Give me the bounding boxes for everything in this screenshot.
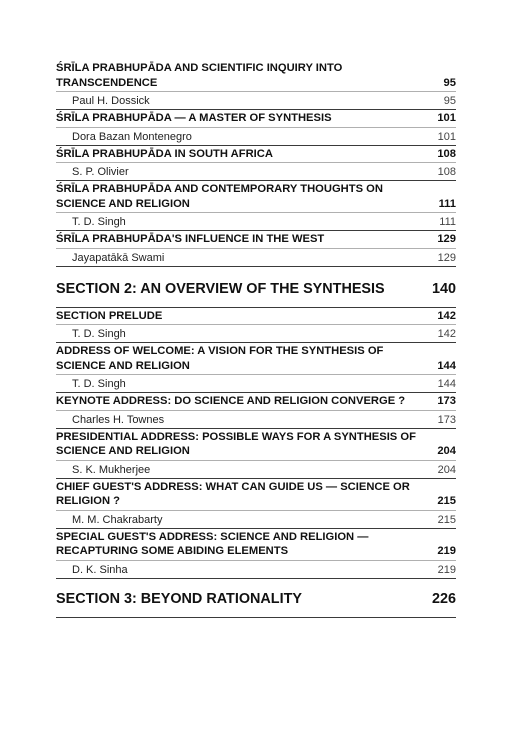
entry-page: 142 [437, 309, 456, 322]
entry-title: ADDRESS OF WELCOME: A VISION FOR THE SYNTHESIS OF SCIENCE AND RELIGION [56, 345, 384, 372]
entry-page: 144 [437, 359, 456, 372]
entry-author-page: 142 [437, 328, 456, 340]
entry-page: 129 [437, 233, 456, 245]
entry-title: ŚRĪLA PRABHUPĀDA'S INFLUENCE IN THE WEST [56, 233, 325, 245]
toc-entry [56, 181, 456, 231]
section-page: 226 [431, 590, 456, 607]
entry-author: T. D. Singh [72, 378, 126, 390]
entry-author-page: 111 [439, 216, 456, 228]
entry-page: 215 [437, 495, 456, 507]
toc-entry [56, 529, 456, 579]
entry-title: SECTION PRELUDE [56, 309, 163, 322]
section-heading [56, 269, 456, 308]
entry-title: ŚRĪLA PRABHUPĀDA — A MASTER OF SYNTHESIS [56, 112, 332, 124]
entry-author-page: 101 [437, 130, 456, 143]
entry-title: KEYNOTE ADDRESS: DO SCIENCE AND RELIGION CONVERGE ? [56, 395, 406, 407]
entry-title: ŚRĪLA PRABHUPĀDA IN SOUTH AFRICA [56, 147, 273, 160]
section-page: 140 [431, 280, 456, 297]
entry-author: D. K. Sinha [72, 563, 128, 576]
table-of-contents [56, 60, 456, 618]
toc-entry [56, 479, 456, 529]
toc-entry [56, 231, 456, 267]
entry-author-page: 219 [437, 563, 456, 576]
entry-page: 95 [443, 76, 456, 89]
toc-entry [56, 308, 456, 344]
section-title: SECTION 2: AN OVERVIEW OF THE SYNTHESIS [56, 280, 385, 297]
entry-author: Dora Bazan Montenegro [72, 130, 192, 143]
entry-author-page: 215 [437, 513, 456, 526]
toc-entry [56, 393, 456, 429]
entry-author: S. P. Olivier [72, 166, 129, 178]
toc-entry [56, 60, 456, 110]
section-heading [56, 579, 456, 618]
entry-author: Jayapatākā Swami [72, 251, 165, 264]
entry-author-page: 144 [437, 378, 456, 390]
entry-author: M. M. Chakrabarty [72, 513, 163, 526]
entry-author-page: 204 [437, 463, 456, 476]
entry-author-page: 95 [443, 95, 456, 107]
entry-page: 173 [437, 395, 456, 407]
entry-title: CHIEF GUEST'S ADDRESS: WHAT CAN GUIDE US — SCIENCE OR RELIGION ? [56, 480, 410, 507]
toc-entry [56, 429, 456, 479]
entry-title: ŚRĪLA PRABHUPĀDA AND CONTEMPORARY THOUGHTS ON SCIENCE AND RELIGION [56, 183, 383, 210]
entry-author: T. D. Singh [72, 328, 126, 340]
entry-page: 219 [437, 545, 456, 557]
entry-title: SPECIAL GUEST'S ADDRESS: SCIENCE AND RELIGION — RECAPTURING SOME ABIDING ELEMENTS [56, 530, 369, 557]
entry-title: ŚRĪLA PRABHUPĀDA AND SCIENTIFIC INQUIRY INTO TRANSCENDENCE [56, 62, 343, 89]
toc-entry [56, 343, 456, 393]
entry-title: PRESIDENTIAL ADDRESS: POSSIBLE WAYS FOR A SYNTHESIS OF SCIENCE AND RELIGION [56, 430, 416, 457]
entry-author-page: 108 [437, 166, 456, 178]
entry-author: T. D. Singh [72, 216, 126, 228]
entry-author: S. K. Mukherjee [72, 463, 151, 476]
entry-author: Paul H. Dossick [72, 95, 150, 107]
entry-author-page: 173 [437, 413, 456, 426]
entry-author: Charles H. Townes [72, 413, 165, 426]
entry-author-page: 129 [437, 251, 456, 264]
toc-entry [56, 110, 456, 146]
section-title: SECTION 3: BEYOND RATIONALITY [56, 590, 302, 607]
entry-page: 111 [438, 197, 456, 210]
entry-page: 108 [437, 147, 456, 160]
entry-page: 101 [437, 112, 456, 124]
entry-page: 204 [437, 445, 456, 457]
toc-entry [56, 146, 456, 182]
